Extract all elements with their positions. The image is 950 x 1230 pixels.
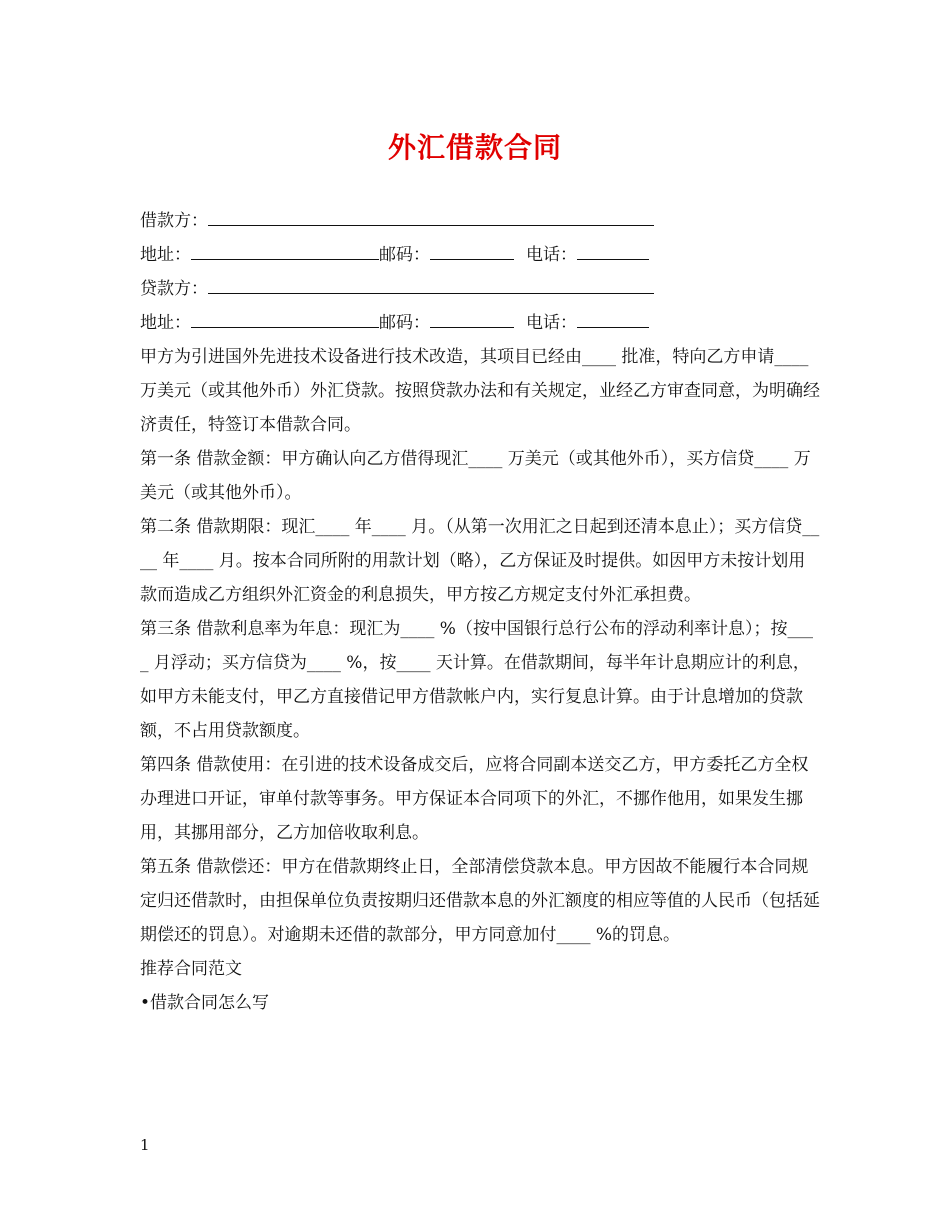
phone-label: 电话： xyxy=(526,313,577,333)
phone-blank xyxy=(577,307,649,328)
borrower-address-row xyxy=(140,238,820,272)
lender-address-row xyxy=(140,306,820,340)
borrower-row xyxy=(140,204,820,238)
address-label: 地址： xyxy=(140,313,191,333)
address-label: 地址： xyxy=(140,245,191,265)
postcode-label: 邮码： xyxy=(379,245,430,265)
postcode-blank xyxy=(430,307,514,328)
postcode-label: 邮码： xyxy=(379,313,430,333)
address-blank xyxy=(191,239,379,260)
lender-blank xyxy=(208,273,654,294)
recommend-link[interactable]: •借款合同怎么写 xyxy=(140,993,270,1013)
postcode-blank xyxy=(430,239,514,260)
article-2: 第二条 借款期限：现汇____ 年____ 月。（从第一次用汇之日起到还清本息止）；买方信贷____ 年____ 月。按本合同所附的用款计划（略），乙方保证及时提供。如因甲方未按计划用款而造成乙方组织外汇资金的利息损失，甲方按乙方规定支付外汇承担费。 xyxy=(140,517,820,605)
address-blank xyxy=(191,307,379,328)
page-number: 1 xyxy=(140,1136,150,1154)
borrower-blank xyxy=(208,205,654,226)
article-5: 第五条 借款偿还：甲方在借款期终止日，全部清偿贷款本息。甲方因故不能履行本合同规定归还借款时，由担保单位负责按期归还借款本息的外汇额度的相应等值的人民币（包括延期偿还的罚息）。对逾期未还借的款部分，甲方同意加付____ %的罚息。 xyxy=(140,857,820,945)
phone-label: 电话： xyxy=(526,245,577,265)
document-body xyxy=(140,204,820,1020)
document-title: 外汇借款合同 xyxy=(387,131,562,164)
article-1: 第一条 借款金额：甲方确认向乙方借得现汇____ 万美元（或其他外币），买方信贷____ 万美元（或其他外币）。 xyxy=(140,449,811,503)
borrower-label: 借款方： xyxy=(140,211,208,231)
intro-paragraph: 甲方为引进国外先进技术设备进行技术改造，其项目已经由____ 批准，特向乙方申请____ 万美元（或其他外币）外汇贷款。按照贷款办法和有关规定，业经乙方审查同意，为明确经济责任，特签订本借款合同。 xyxy=(140,347,820,435)
article-4: 第四条 借款使用：在引进的技术设备成交后，应将合同副本送交乙方，甲方委托乙方全权办理进口开证，审单付款等事务。甲方保证本合同项下的外汇，不挪作他用，如果发生挪用，其挪用部分，乙方加倍收取利息。 xyxy=(140,755,809,843)
lender-label: 贷款方： xyxy=(140,279,208,299)
lender-row xyxy=(140,272,820,306)
phone-blank xyxy=(577,239,649,260)
article-3: 第三条 借款利息率为年息：现汇为____ %（按中国银行总行公布的浮动利率计息）；按____ 月浮动；买方信贷为____ %，按____ 天计算。在借款期间，每半年计息期应计的利息，如甲方未能支付，甲乙方直接借记甲方借款帐户内，实行复息计算。由于计息增加的贷款额，不占用贷款额度。 xyxy=(140,619,813,741)
recommend-heading: 推荐合同范文 xyxy=(140,959,242,979)
